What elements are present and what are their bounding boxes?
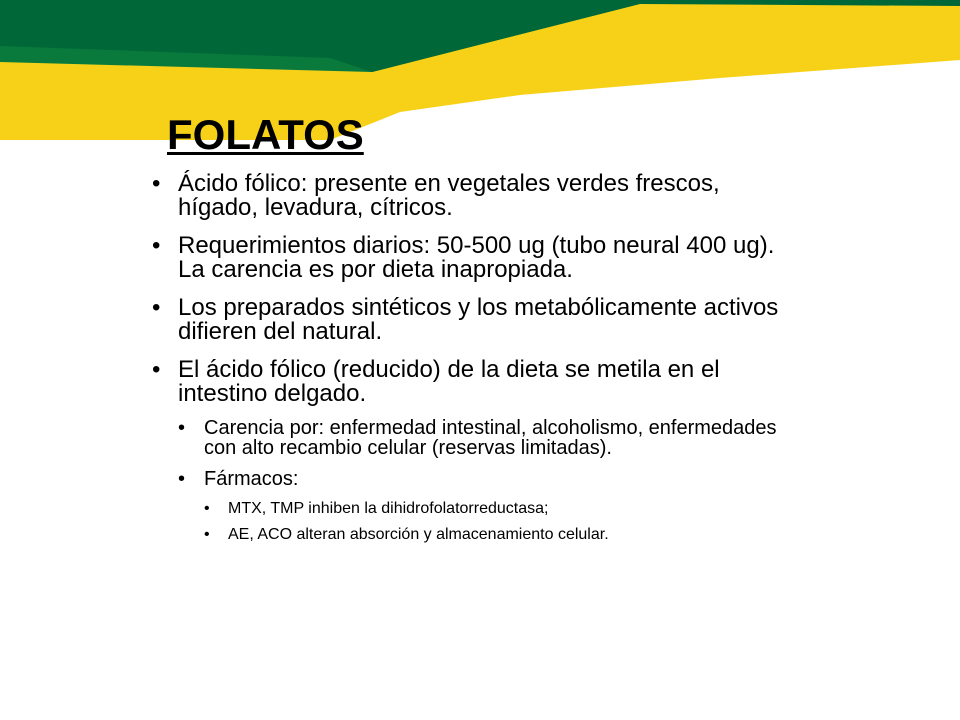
bullet-text: Ácido fólico: presente en vegetales verdes frescos, hígado, levadura, cítricos. — [178, 170, 720, 221]
bullet-item — [152, 234, 802, 282]
bullet-content — [152, 172, 802, 558]
sub-sub-bullet-item — [204, 500, 802, 518]
sub-bullet-item — [178, 418, 802, 458]
sub-sub-bullet-text: MTX, TMP inhiben la dihidrofolatorreductasa; — [228, 500, 549, 517]
bullet-item — [152, 296, 802, 344]
sub-bullet-item — [178, 469, 802, 544]
sub-sub-bullet-text: AE, ACO alteran absorción y almacenamiento celular. — [228, 526, 609, 543]
bullet-text: Los preparados sintéticos y los metabólicamente activos difieren del natural. — [178, 294, 779, 345]
bullet-text: El ácido fólico (reducido) de la dieta se metila en el intestino delgado. — [178, 356, 720, 407]
sub-sub-bullet-item — [204, 526, 802, 544]
slide-title: FOLATOS — [167, 111, 364, 158]
header-banner — [0, 0, 960, 140]
sub-bullet-text: Carencia por: enfermedad intestinal, alcoholismo, enfermedades con alto recambio celular (reservas limitadas). — [204, 417, 777, 459]
bullet-item — [152, 172, 802, 220]
bullet-text: Requerimientos diarios: 50-500 ug (tubo neural 400 ug). La carencia es por dieta inapropiada. — [178, 232, 775, 283]
bullet-item — [152, 358, 802, 544]
sub-bullet-list — [178, 418, 802, 544]
bullet-list — [152, 172, 802, 544]
sub-bullet-text: Fármacos: — [204, 468, 299, 490]
sub-sub-bullet-list — [204, 500, 802, 544]
